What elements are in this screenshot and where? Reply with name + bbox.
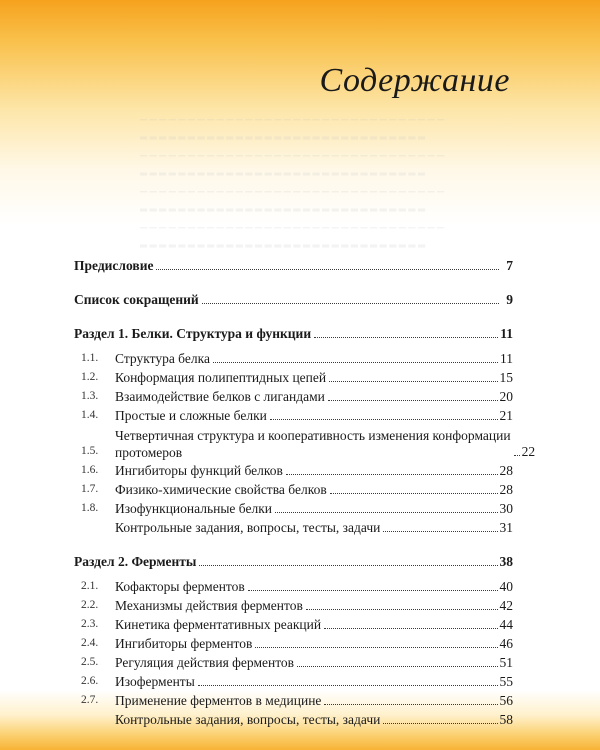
toc-entry-number: 2.5. <box>81 656 99 668</box>
toc-entry-title: Список сокращений <box>74 292 199 307</box>
dot-leader <box>324 703 497 705</box>
toc-entry[interactable] <box>74 518 513 537</box>
toc-page-number: 55 <box>499 674 513 689</box>
dot-leader <box>202 302 499 304</box>
toc-page-number: 28 <box>499 463 513 478</box>
dot-leader <box>324 627 497 629</box>
toc-entry[interactable] <box>74 349 513 368</box>
toc-entry[interactable] <box>74 691 513 710</box>
bleed-through-texture: ─ ─ ─ ─ ─ ─ ─ ─ ─ ─ ─ ─ ─ ─ ─ ─ ─ ─ ─ ─ ─ ─ ─ ─ ─ ─ ─ ─ ─ ─ ─ ─ ═ ═ ═ ═ ═ ═ ═ ═ ═ ═ ═ ═ ═ ═ ═ ═ ═ ═ ═ ═ ═ ═ ═ ═ ═ ═ ═ ═ ═ ═ ─ ─ ─ ─ ─ ─ ─ ─ ─ ─ ─ ─ ─ ─ ─ ─ ─ ─ ─ ─ ─ ─ ─ ─ ─ ─ ─ ─ ─ ─ ─ ─ ═ ═ ═ ═ ═ ═ ═ ═ ═ ═ ═ ═ ═ ═ ═ ═ ═ ═ ═ ═ ═ ═ ═ ═ ═ ═ ═ ═ ═ ═ ─ ─ ─ ─ ─ ─ ─ ─ ─ ─ ─ ─ ─ ─ ─ ─ ─ ─ ─ ─ ─ ─ ─ ─ ─ ─ ─ ─ ─ ─ ─ ─ ═ ═ ═ ═ ═ ═ ═ ═ ═ ═ ═ ═ ═ ═ ═ ═ ═ ═ ═ ═ ═ ═ ═ ═ ═ ═ ═ ═ ═ ═ ─ ─ ─ ─ ─ ─ ─ ─ ─ ─ ─ ─ ─ ─ ─ ─ ─ ─ ─ ─ ─ ─ ─ ─ ─ ─ ─ ─ ─ ─ ─ ─ ═ ═ ═ ═ ═ ═ ═ ═ ═ ═ ═ ═ ═ ═ ═ ═ ═ ═ ═ ═ ═ ═ ═ ═ ═ ═ ═ ═ ═ ═ <box>140 115 445 252</box>
toc-entry-number: 1.7. <box>81 483 99 495</box>
toc-page-number: 22 <box>521 444 536 459</box>
toc-entry-title: Предисловие <box>74 258 154 273</box>
toc-page-number: 21 <box>499 408 513 423</box>
toc-section-entry[interactable] <box>74 289 513 309</box>
toc-entry[interactable] <box>74 425 536 461</box>
toc-entry-title: Ингибиторы функций белков <box>115 463 283 478</box>
dot-leader <box>306 608 498 610</box>
toc-page-number: 11 <box>500 351 513 366</box>
toc-page-number: 38 <box>499 554 513 569</box>
toc-page-number: 20 <box>499 389 513 404</box>
dot-leader <box>198 684 498 686</box>
toc-entry-number: 2.3. <box>81 618 99 630</box>
toc-entry[interactable] <box>74 368 513 387</box>
toc-entry-number: 1.4. <box>81 409 99 421</box>
toc-entry-title: Контрольные задания, вопросы, тесты, задачи <box>115 712 381 727</box>
toc-entry-number: 1.1. <box>81 352 99 364</box>
dot-leader <box>270 418 498 420</box>
dot-leader <box>329 380 497 382</box>
toc-entry[interactable] <box>74 577 513 596</box>
toc-entry-title: Механизмы действия ферментов <box>115 598 303 613</box>
toc-entry-title: Физико-химические свойства белков <box>115 482 327 497</box>
toc-entry-title: Контрольные задания, вопросы, тесты, задачи <box>115 520 381 535</box>
dot-leader <box>286 473 498 475</box>
toc-page-number: 44 <box>499 617 513 632</box>
toc-entry-title: Изоферменты <box>115 674 195 689</box>
toc-entry-title: Взаимодействие белков с лигандами <box>115 389 325 404</box>
toc-entry[interactable] <box>74 461 513 480</box>
toc-entry-title: Раздел 1. Белки. Структура и функции <box>74 326 312 341</box>
toc-section-entry[interactable] <box>74 255 513 275</box>
toc-entry[interactable] <box>74 710 513 729</box>
dot-leader <box>383 722 497 724</box>
toc-entry[interactable] <box>74 653 513 672</box>
dot-leader <box>156 268 499 270</box>
toc-page-number: 9 <box>506 292 513 307</box>
toc-entry[interactable] <box>74 387 513 406</box>
toc-page-number: 56 <box>499 693 513 708</box>
dot-leader <box>514 454 520 456</box>
toc-entry-number: 2.4. <box>81 637 99 649</box>
toc-page-number: 46 <box>499 636 513 651</box>
toc-entry[interactable] <box>74 634 513 653</box>
dot-leader <box>248 589 498 591</box>
dot-leader <box>199 564 497 566</box>
toc-page-number: 42 <box>499 598 513 613</box>
page-title: Содержание <box>319 62 510 99</box>
toc-page-number: 28 <box>499 482 513 497</box>
toc-entry-title: Применение ферментов в медицине <box>115 693 322 708</box>
toc-page-number: 7 <box>506 258 513 273</box>
toc-page-number: 40 <box>499 579 513 594</box>
table-of-contents <box>74 255 536 729</box>
dot-leader <box>297 665 497 667</box>
toc-entry[interactable] <box>74 499 513 518</box>
toc-page-number: 15 <box>499 370 513 385</box>
toc-entry-title: Четвертичная структура и кооперативность изменения конформации <box>115 428 511 443</box>
toc-entry-title: Кофакторы ферментов <box>115 579 245 594</box>
toc-entry-number: 1.8. <box>81 502 99 514</box>
toc-page-number: 11 <box>500 326 513 341</box>
dot-leader <box>314 336 498 338</box>
toc-entry[interactable] <box>74 480 513 499</box>
toc-entry[interactable] <box>74 406 513 425</box>
toc-entry[interactable] <box>74 672 513 691</box>
dot-leader <box>330 492 498 494</box>
toc-entry-title: Раздел 2. Ферменты <box>74 554 197 569</box>
toc-section-entry[interactable] <box>74 551 513 571</box>
toc-entry-title-continued: протомеров <box>115 445 183 460</box>
toc-entry-number: 2.1. <box>81 580 99 592</box>
toc-entry-number: 2.6. <box>81 675 99 687</box>
toc-entry-number: 2.7. <box>81 694 99 706</box>
toc-entry-title: Регуляция действия ферментов <box>115 655 295 670</box>
toc-entry-number: 1.6. <box>81 464 99 476</box>
toc-entry-title: Структура белка <box>115 351 210 366</box>
dot-leader <box>213 361 498 363</box>
toc-entry-title: Кинетика ферментативных реакций <box>115 617 322 632</box>
toc-section-entry[interactable] <box>74 323 513 343</box>
dot-leader <box>383 530 497 532</box>
toc-entry[interactable] <box>74 615 513 634</box>
toc-entry-title: Изофункциональные белки <box>115 501 272 516</box>
toc-entry-number: 1.5. <box>81 445 99 457</box>
toc-entry-title: Ингибиторы ферментов <box>115 636 253 651</box>
toc-page-number: 51 <box>499 655 513 670</box>
toc-page-number: 30 <box>499 501 513 516</box>
dot-leader <box>255 646 497 648</box>
toc-entry-number: 2.2. <box>81 599 99 611</box>
toc-entry-title: Простые и сложные белки <box>115 408 267 423</box>
toc-page-number: 31 <box>499 520 513 535</box>
dot-leader <box>275 511 498 513</box>
toc-entry-number: 1.2. <box>81 371 99 383</box>
toc-entry[interactable] <box>74 596 513 615</box>
toc-entry-number: 1.3. <box>81 390 99 402</box>
toc-entry-title: Конформация полипептидных цепей <box>115 370 327 385</box>
toc-page-number: 58 <box>499 712 513 727</box>
dot-leader <box>328 399 498 401</box>
